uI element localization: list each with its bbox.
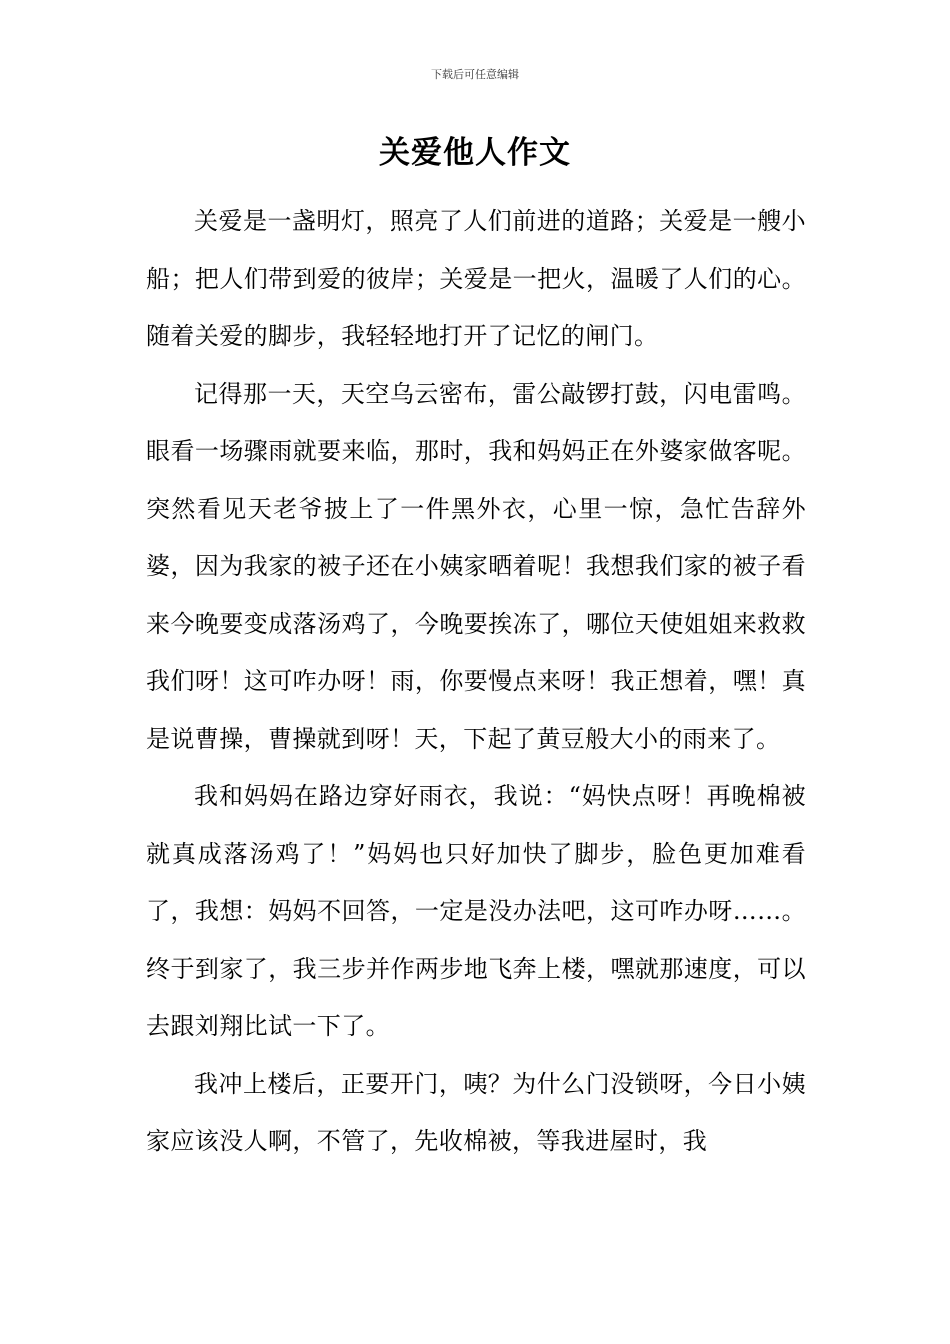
paragraph-1: 关爱是一盏明灯，照亮了人们前进的道路；关爱是一艘小船；把人们带到爱的彼岸；关爱是一把火，温暖了人们的心。随着关爱的脚步，我轻轻地打开了记忆的闸门。	[146, 207, 806, 350]
document-title: 关爱他人作文	[379, 135, 571, 171]
paragraph-3: 我和妈妈在路边穿好雨衣，我说：“妈快点呀！再晚棉被就真成落汤鸡了！”妈妈也只好加快了脚步，脸色更加难看了，我想：妈妈不回答，一定是没办法吧，这可咋办呀……。终于到家了，我三步并作两步地飞奔上楼，嘿就那速度，可以去跟刘翔比试一下了。	[146, 782, 806, 1040]
paragraph-2: 记得那一天，天空乌云密布，雷公敲锣打鼓，闪电雷鸣。眼看一场骤雨就要来临，那时，我和妈妈正在外婆家做客呢。突然看见天老爷披上了一件黑外衣，心里一惊，急忙告辞外婆，因为我家的被子还在小姨家晒着呢！我想我们家的被子看来今晚要变成落汤鸡了，今晚要挨冻了，哪位天使姐姐来救救我们呀！这可咋办呀！雨，你要慢点来呀！我正想着，嘿！真是说曹操，曹操就到呀！天，下起了黄豆般大小的雨来了。	[146, 379, 806, 753]
document-body	[146, 193, 806, 1171]
header-note: 下载后可任意编辑	[431, 68, 519, 81]
paragraph-4: 我冲上楼后，正要开门，咦？为什么门没锁呀，今日小姨家应该没人啊，不管了，先收棉被，等我进屋时，我	[146, 1069, 806, 1155]
